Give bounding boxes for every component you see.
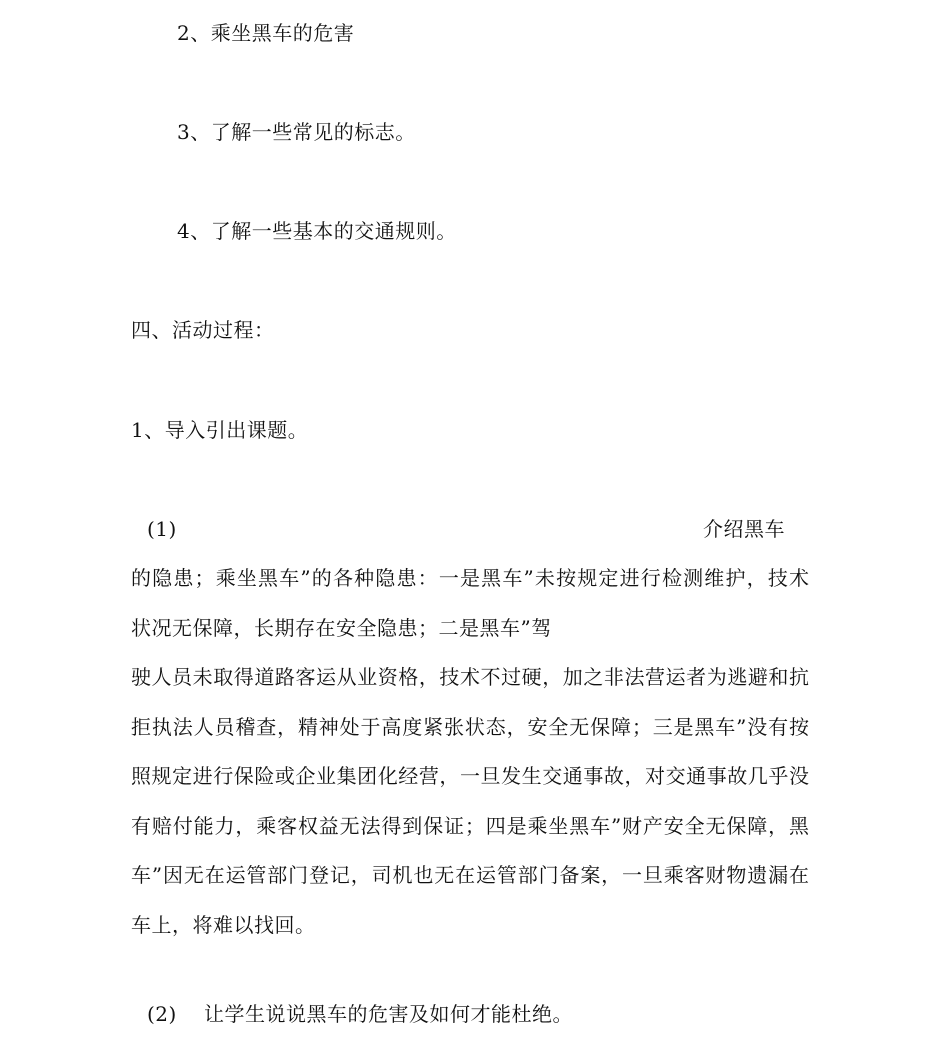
para1-lead-text: 介绍黑车 bbox=[703, 517, 785, 541]
list-item-4: 4、了解一些基本的交通规则。 bbox=[177, 219, 457, 243]
section-heading: 四、活动过程： bbox=[131, 318, 275, 342]
para1-line-6: 有赔付能力，乘客权益无法得到保证；四是乘坐黑车”财产安全无保障，黑 bbox=[131, 814, 809, 838]
para1-marker: (1) bbox=[147, 517, 177, 541]
list-item-3: 3、了解一些常见的标志。 bbox=[177, 120, 416, 144]
para2-marker: (2) bbox=[147, 1002, 177, 1026]
para1-line-5: 照规定进行保险或企业集团化经营，一旦发生交通事故，对交通事故几乎没 bbox=[131, 764, 809, 788]
para1-line-8: 车上，将难以找回。 bbox=[131, 913, 316, 937]
step-heading-1: 1、导入引出课题。 bbox=[131, 418, 309, 442]
para1-line-7: 车”因无在运管部门登记，司机也无在运管部门备案，一旦乘客财物遗漏在 bbox=[131, 863, 809, 887]
para1-line-3: 驶人员未取得道路客运从业资格，技术不过硬，加之非法营运者为逃避和抗 bbox=[131, 665, 809, 689]
para1-line-2: 状况无保障，长期存在安全隐患；二是黑车”驾 bbox=[131, 616, 552, 640]
para1-line-1: 的隐患；乘坐黑车”的各种隐患：一是黑车”未按规定进行检测维护，技术 bbox=[131, 566, 809, 590]
para2-text: 让学生说说黑车的危害及如何才能杜绝。 bbox=[204, 1002, 573, 1026]
list-item-2: 2、乘坐黑车的危害 bbox=[177, 21, 355, 45]
para1-line-4: 拒执法人员稽查，精神处于高度紧张状态，安全无保障；三是黑车”没有按 bbox=[131, 715, 809, 739]
